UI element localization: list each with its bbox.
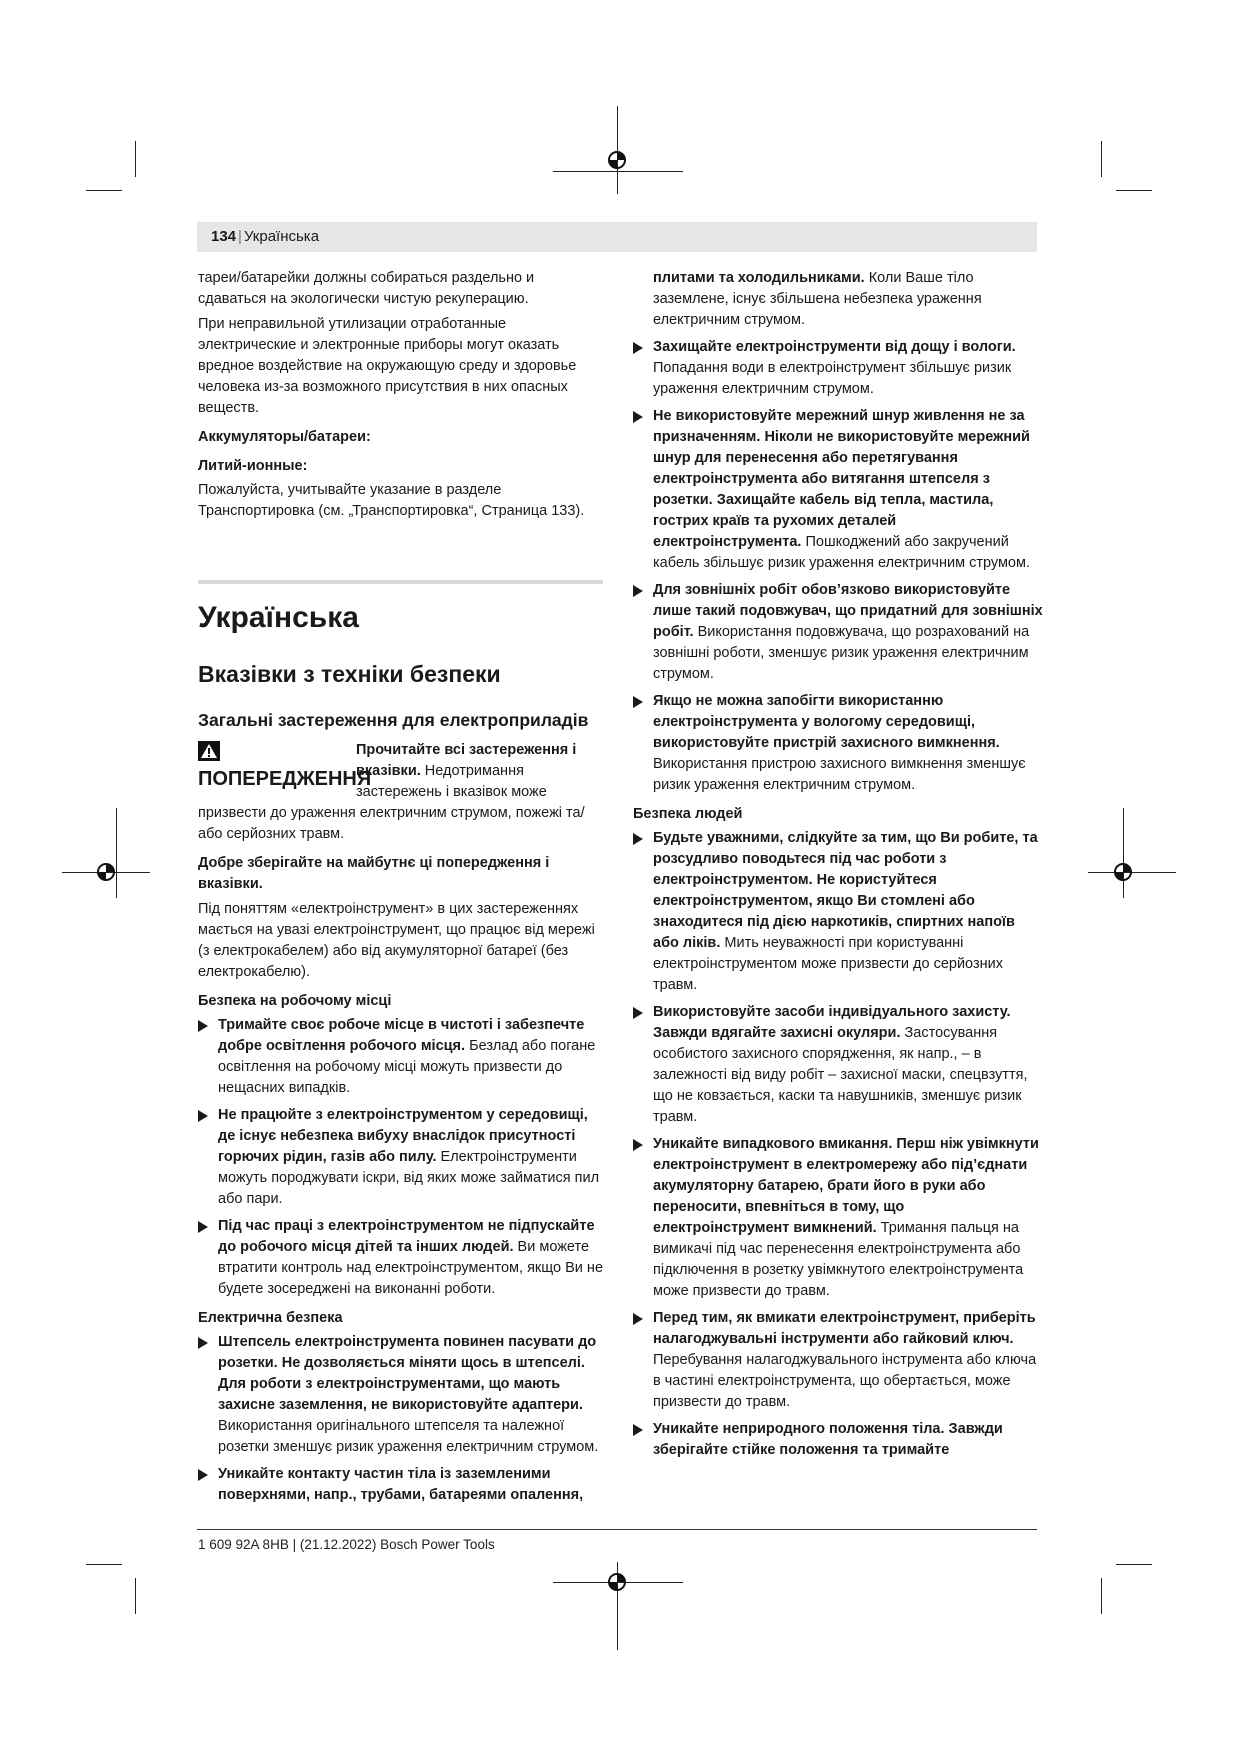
bullet-arrow-icon	[633, 1139, 643, 1151]
footer-divider	[197, 1529, 1037, 1530]
bullet-arrow-icon	[198, 1469, 208, 1481]
warning-bold: Прочитайте всі застереження і вказівки.	[356, 742, 577, 779]
bullet-text: Мить неуважності при користуванні електроінструментом може призвести до серйозних травм.	[653, 935, 1003, 993]
section-title: Українська	[198, 601, 359, 634]
bullet-bold: Не використовуйте мережний шнур живлення не за призначенням. Ніколи не використовуйте мережний шнур для перенесення або перетягування електроінструмента або витягання штепселя з розетки. Захищайте кабель від тепла, мастила, гострих країв та рухомих деталей електроінструмента.	[653, 408, 1030, 550]
header-separator: |	[238, 228, 242, 245]
keep-instructions: Добре зберігайте на майбутнє ці попередження і вказівки.	[198, 855, 550, 892]
list-item	[198, 1216, 603, 1300]
list-item-continued	[633, 268, 1043, 331]
bullet-bold: Якщо не можна запобігти використанню електроінструмента у вологому середовищі, використовуйте пристрій захисного вимкнення.	[653, 693, 1000, 751]
bullet-text: Пошкоджений або закручений кабель збільшує ризик ураження електричним струмом.	[653, 534, 1030, 571]
list-item	[633, 580, 1043, 685]
registration-target-icon	[607, 150, 627, 170]
crop-mark	[135, 1578, 136, 1614]
transport-note: Пожалуйста, учитывайте указание в разделе Транспортировка (см. „Транспортировка“, Страница 133).	[198, 482, 585, 519]
bullet-bold: Уникайте контакту частин тіла із заземленими поверхнями, напр., трубами, батареями опалення,	[218, 1466, 584, 1503]
crop-mark	[135, 141, 136, 177]
subheading-electrical: Електрична безпека	[198, 1310, 343, 1326]
list-item	[633, 337, 1043, 400]
registration-target-icon	[1113, 862, 1133, 882]
warning-label-text: ПОПЕРЕДЖЕННЯ	[198, 768, 372, 790]
list-item	[198, 1105, 603, 1210]
bullet-arrow-icon	[633, 833, 643, 845]
registration-line	[553, 171, 683, 172]
left-column	[198, 268, 603, 1512]
page-number: 134	[211, 228, 237, 245]
bullet-arrow-icon	[633, 1313, 643, 1325]
paragraph: тареи/батарейки должны собираться раздельно и сдаваться на экологически чистую рекуперацию.	[198, 270, 535, 307]
bullet-bold: Будьте уважними, слідкуйте за тим, що Ви робите, та розсудливо поводьтеся під час роботи з електроінструментом. Не користуйтеся електроінструментом, якщо Ви стомлені або знаходитеся під дією наркотиків, спиртних напоїв або ліків.	[653, 830, 1038, 951]
bullet-bold: Під час праці з електроінструментом не підпускайте до робочого місця дітей та інших людей.	[218, 1218, 595, 1255]
crop-mark	[86, 1564, 122, 1565]
bullet-arrow-icon	[198, 1221, 208, 1233]
list-item	[633, 1308, 1043, 1413]
bullet-arrow-icon	[633, 1007, 643, 1019]
bullet-bold: плитами та холодильниками.	[653, 270, 865, 286]
paragraph	[198, 480, 603, 522]
bullet-bold: Для зовнішніх робіт обов’язково використовуйте лише такий подовжувач, що придатний для зовнішніх робіт.	[653, 582, 1043, 640]
list-item	[633, 1419, 1043, 1461]
list-item	[633, 828, 1043, 996]
bullet-bold: Не працюйте з електроінструментом у середовищі, де існує небезпека вибуху внаслідок присутності горючих рідин, газів або пилу.	[218, 1107, 588, 1165]
list-item	[633, 406, 1043, 574]
bullet-arrow-icon	[198, 1110, 208, 1122]
general-warnings-title: Загальні застереження для електроприладів	[198, 710, 589, 730]
bullet-text: Перебування налагоджувального інструмента або ключа в частині електроінструмента, що обертається, може призвести до травм.	[653, 1352, 1037, 1410]
subheading-people: Безпека людей	[633, 806, 743, 822]
bullet-arrow-icon	[198, 1337, 208, 1349]
warning-block	[198, 740, 603, 845]
crop-mark	[1101, 141, 1102, 177]
bullet-bold: Перед тим, як вмикати електроінструмент, приберіть налагоджувальні інструменти або гайковий ключ.	[653, 1310, 1036, 1347]
bullet-text: Використання пристрою захисного вимкнення зменшує ризик ураження електричним струмом.	[653, 756, 1026, 793]
bullet-bold: Уникайте випадкового вмикання. Перш ніж увімкнути електроінструмент в електромережу або під’єднати акумуляторну батарею, брати його в руки або переносити, впевніться в тому, що електроінструмент вимкнений.	[653, 1136, 1039, 1236]
registration-target-icon	[96, 862, 116, 882]
page-footer: 1 609 92A 8HB | (21.12.2022) Bosch Power Tools	[198, 1537, 495, 1552]
section-divider	[198, 580, 603, 584]
registration-line	[1123, 808, 1124, 898]
bullet-text: Ви можете втратити контроль над електроінструментом, якщо Ви не будете зосереджені на виконанні роботи.	[218, 1239, 604, 1297]
bullet-text: Застосування особистого захисного спорядження, як напр., – в залежності від виду робіт – захисної маски, спецвзуття, що не ковзається, каски та навушників, зменшує ризик травм.	[653, 1025, 1028, 1125]
right-column	[633, 268, 1043, 1467]
safety-title: Вказівки з техніки безпеки	[198, 661, 501, 687]
warning-text: Недотримання застережень і вказівок може призвести до ураження електричним струмом, пожежі та/або серйозних травм.	[198, 763, 585, 842]
list-item	[633, 691, 1043, 796]
bullet-arrow-icon	[633, 696, 643, 708]
page-header	[197, 222, 1037, 252]
subheading-liion: Литий-ионные:	[198, 458, 308, 474]
bullet-text: Тримання пальця на вимикачі під час перенесення електроінструмента або підключення в розетку увімкнутого електроінструмента може призвести до травм.	[653, 1220, 1024, 1299]
bullet-bold: Використовуйте засоби індивідуального захисту. Завжди вдягайте захисні окуляри.	[653, 1004, 1011, 1041]
bullet-bold: Уникайте неприродного положення тіла. Завжди зберігайте стійке положення та тримайте	[653, 1421, 1003, 1458]
bullet-text: Коли Ваше тіло заземлене, існує збільшена небезпека ураження електричним струмом.	[653, 270, 982, 328]
bullet-arrow-icon	[633, 585, 643, 597]
bullet-arrow-icon	[633, 342, 643, 354]
crop-mark	[1116, 1564, 1152, 1565]
registration-line	[116, 808, 117, 898]
bullet-text: Електроінструменти можуть породжувати іскри, від яких може займатися пил або пари.	[218, 1149, 600, 1207]
bullet-bold: Тримайте своє робоче місце в чистоті і забезпечте добре освітлення робочого місця.	[218, 1017, 585, 1054]
bullet-arrow-icon	[633, 1424, 643, 1436]
paragraph: Під поняттям «електроінструмент» в цих застереженнях мається на увазі електроінструмент, що працює від мережі (з електрокабелем) або від акумуляторної батареї (без електрокабелю).	[198, 901, 595, 980]
bullet-bold: Захищайте електроінструменти від дощу і вологи.	[653, 339, 1016, 355]
list-item	[633, 1002, 1043, 1128]
bullet-text: Попадання води в електроінструмент збільшує ризик ураження електричним струмом.	[653, 360, 1012, 397]
list-item	[198, 1015, 603, 1099]
crop-mark	[1116, 190, 1152, 191]
warning-label	[198, 740, 372, 792]
subheading-workplace: Безпека на робочому місці	[198, 993, 392, 1009]
bullet-arrow-icon	[633, 411, 643, 423]
crop-mark	[1101, 1578, 1102, 1614]
paragraph: При неправильной утилизации отработанные электрические и электронные приборы могут оказать вредное воздействие на окружающую среду и здоровье человека из-за возможного присутствия в них опасных веществ.	[198, 316, 577, 416]
bullet-text: Використання оригінального штепселя та належної розетки зменшує ризик ураження електричним струмом.	[218, 1418, 599, 1455]
warning-triangle-icon	[198, 741, 220, 761]
list-item	[633, 1134, 1043, 1302]
bullet-bold: Штепсель електроінструмента повинен пасувати до розетки. Не дозволяється міняти щось в штепселі. Для роботи з електроінструментами, що мають захисне заземлення, не використовуйте адаптери.	[218, 1334, 597, 1413]
crop-mark	[86, 190, 122, 191]
bullet-text: Безлад або погане освітлення на робочому місці можуть призвести до нещасних випадків.	[218, 1038, 596, 1096]
list-item	[198, 1332, 603, 1458]
registration-target-icon	[607, 1572, 627, 1592]
bullet-arrow-icon	[198, 1020, 208, 1032]
list-item	[198, 1464, 603, 1506]
bullet-text: Використання подовжувача, що розрахований на зовнішні роботи, зменшує ризик ураження електричним струмом.	[653, 624, 1030, 682]
header-section: Українська	[243, 228, 320, 245]
subheading-batteries: Аккумуляторы/батареи:	[198, 429, 371, 445]
